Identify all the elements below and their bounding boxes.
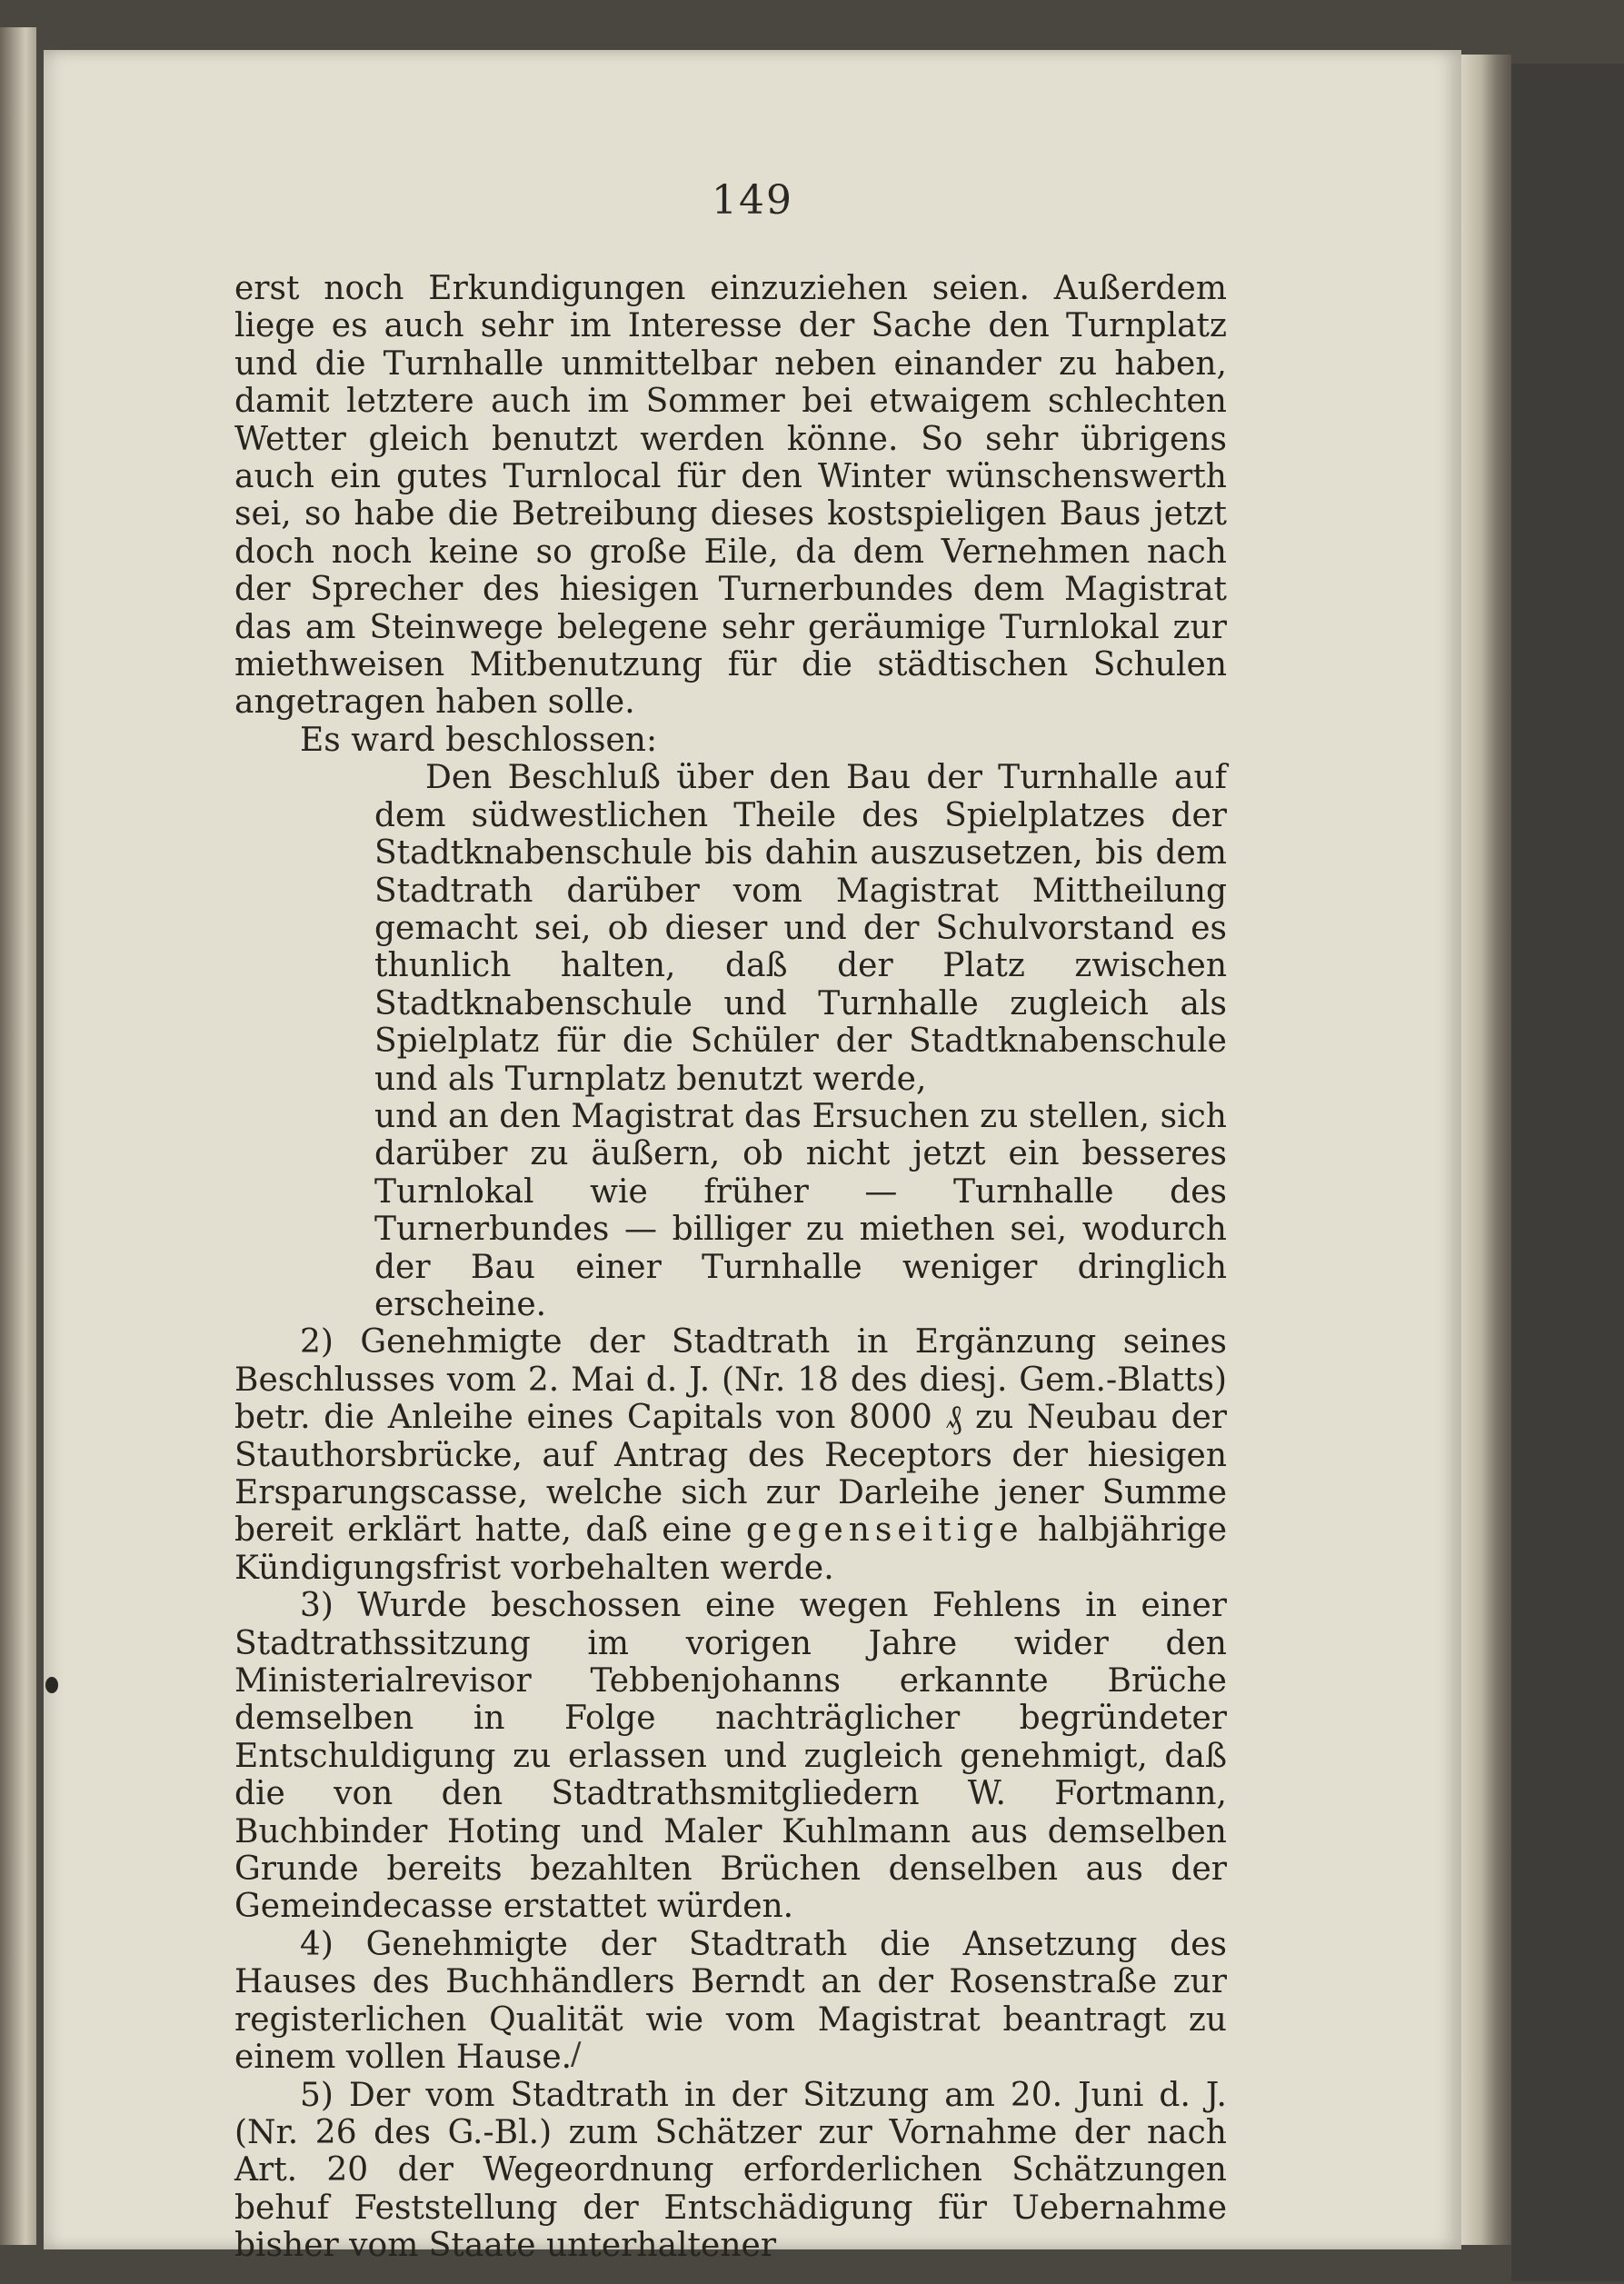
paragraph-resolution-intro: Es ward beschlossen: bbox=[300, 721, 658, 759]
page-stack-edge bbox=[1461, 55, 1511, 2245]
item-3-paragraph: 3) Wurde beschossen eine wegen Fehlens in einer Stadtrathssitzung im vorigen Jahre wider den Ministerialrevisor Tebbenjohanns erkannte Brüche demselben in Folge nachträglicher begründeter Entschuldigung zu erlassen und zugleich genehmigt, daß die von den Stadtrathsmitgliedern W. Fortmann, Buchbinder Hoting und Maler Kuhlmann aus demselben Grunde bereits bezahlten Brüchen denselben aus der Gemeindecasse erstattet würden. bbox=[234, 1587, 1227, 1926]
item-2-text-b: halbjährige Kündigungsfrist vorbehalten werde. bbox=[234, 1511, 1228, 1587]
item-2-text-a: 2) Genehmigte der Stadtrath in Ergänzung seines Beschlusses vom 2. Mai d. J. (Nr. 18 des diesj. Gem.-Blatts) betr. die Anleihe eines Capitals von 8000 ₰ zu Neubau der Stauthorsbrücke, auf Antrag des Receptors der hiesigen Ersparungscasse, welche sich zur Darleihe jener Summe bereit erklärt hatte, daß eine bbox=[234, 1323, 1227, 1550]
item-2-paragraph bbox=[234, 1323, 1227, 1587]
facing-page-edge bbox=[0, 27, 36, 2245]
resolution-part-2: und an den Magistrat das Ersuchen zu stellen, sich darüber zu äußern, ob nicht jetzt ein besseres Turnlokal wie früher — Turnhalle des Turnerbundes — billiger zu miethen sei, wodurch der Bau einer Turnhalle weniger dringlich erscheine. bbox=[374, 1097, 1227, 1323]
page-number: 149 bbox=[712, 177, 793, 224]
resolution-part-1: Den Beschluß über den Bau der Turnhalle auf dem südwestlichen Theile des Spielplatzes der Stadtknabenschule bis dahin auszusetzen, bis dem Stadtrath darüber vom Magistrat Mittheilung gemacht sei, ob dieser und der Schulvorstand es thunlich halten, daß der Platz zwischen Stadtknabenschule und Turnhalle zugleich als Spielplatz für die Schüler der Stadtknabenschule und als Turnplatz benutzt werde, bbox=[374, 759, 1227, 1098]
paragraph-continuation: erst noch Erkundigungen einzuziehen seien. Außerdem liege es auch sehr im Interesse der Sache den Turnplatz und die Turnhalle unmittelbar neben einander zu haben, damit letztere auch im Sommer bei etwaigem schlechten Wetter gleich benutzt werden könne. So sehr übrigens auch ein gutes Turnlocal für den Winter wünschenswerth sei, so habe die Betreibung dieses kostspieligen Baus jetzt doch noch keine so große Eile, da dem Vernehmen nach der Sprecher des hiesigen Turnerbundes dem Magistrat das am Steinwege belegene sehr geräumige Turnlokal zur miethweisen Mitbenutzung für die städtischen Schulen angetragen haben solle. bbox=[234, 270, 1227, 722]
pencil-stroke-mark: / bbox=[571, 2036, 582, 2072]
book-page bbox=[44, 50, 1461, 2265]
item-5-paragraph: 5) Der vom Stadtrath in der Sitzung am 20. Juni d. J. (Nr. 26 des G.-Bl.) zum Schätzer zur Vornahme der nach Art. 20 der Wegeordnung erforderlichen Schätzungen behuf Feststellung der Entschädigung für Uebernahme bisher vom Staate unterhaltener bbox=[234, 2076, 1227, 2265]
ink-dot-mark bbox=[45, 1677, 58, 1693]
book-cover bbox=[1511, 64, 1624, 2281]
body-text bbox=[234, 270, 1227, 2265]
item-2-spaced-word: gegenseitige bbox=[746, 1511, 1024, 1550]
item-4-paragraph: 4) Genehmigte der Stadtrath die Ansetzung des Hauses des Buchhändlers Berndt an der Rosenstraße zur registerlichen Qualität wie vom Magistrat beantragt zu einem vollen Hause. bbox=[234, 1925, 1227, 2077]
